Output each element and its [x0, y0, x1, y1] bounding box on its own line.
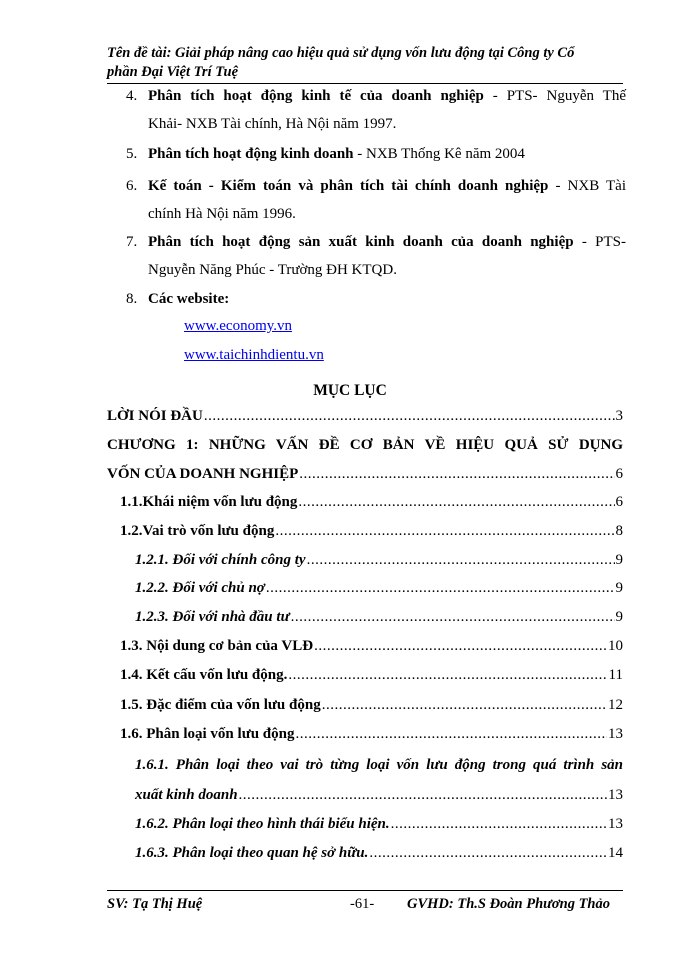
- toc-leader-dots: [266, 580, 615, 597]
- toc-entry-1-5[interactable]: [120, 697, 623, 714]
- toc-entry-title: 1.2.2. Đối với chủ nợ: [135, 580, 265, 596]
- toc-leader-dots: [369, 845, 607, 862]
- toc-entry-title: 1.5. Đặc điểm của vốn lưu động: [120, 697, 321, 713]
- toc-entry-title: 1.2.1. Đối với chính công ty: [135, 552, 306, 568]
- toc-leader-dots: [275, 523, 614, 540]
- toc-entry-title: VỐN CỦA DOANH NGHIỆP: [107, 466, 299, 482]
- toc-leader-dots: [295, 726, 607, 743]
- toc-entry-1-1[interactable]: [120, 494, 623, 511]
- toc-entry-page: 3: [615, 408, 623, 424]
- toc-leader-dots: [204, 408, 615, 425]
- toc-leader-dots: [239, 787, 607, 804]
- reference-detail: - NXB Thống Kê năm 2004: [353, 146, 525, 162]
- toc-entry-page: 14: [608, 845, 623, 861]
- toc-entry-1-3[interactable]: [120, 638, 623, 655]
- reference-number: 8.: [126, 291, 138, 307]
- toc-entry-title: 1.2.Vai trò vốn lưu động: [120, 523, 275, 539]
- reference-detail-line2: Khải- NXB Tài chính, Hà Nội năm 1997.: [148, 116, 397, 132]
- toc-entry-1-2-1[interactable]: [135, 552, 623, 569]
- footer-student: SV: Tạ Thị Huệ: [107, 896, 203, 912]
- toc-leader-dots: [299, 466, 614, 483]
- website-link-taichinhdientu[interactable]: www.taichinhdientu.vn: [184, 347, 324, 363]
- toc-entry-title: 1.4. Kết cấu vốn lưu động.: [120, 667, 288, 683]
- toc-entry-1-6[interactable]: [120, 726, 623, 743]
- toc-entry-title: 1.3. Nội dung cơ bản của VLĐ: [120, 638, 314, 654]
- toc-entry-page: 9: [615, 552, 623, 568]
- footer-advisor: GVHD: Th.S Đoàn Phương Thảo: [407, 896, 610, 912]
- toc-entry-page: 9: [615, 580, 623, 596]
- toc-chapter1-line1[interactable]: CHƯƠNG 1: NHỮNG VẤN ĐỀ CƠ BẢN VỀ HIỆU QUẢ SỬ DỤNG: [107, 437, 623, 453]
- toc-entry-page: 13: [608, 726, 623, 742]
- toc-entry-title: LỜI NÓI ĐẦU: [107, 408, 203, 424]
- reference-title: Phân tích hoạt động sản xuất kinh doanh của doanh nghiệp: [148, 234, 574, 250]
- toc-entry-title: 1.6.3. Phân loại theo quan hệ sở hữu.: [135, 845, 369, 861]
- reference-detail: - NXB Tài: [548, 178, 626, 194]
- toc-entry-page: 13: [608, 787, 623, 803]
- toc-entry-page: 12: [608, 697, 623, 713]
- toc-entry-page: 13: [608, 816, 623, 832]
- toc-entry-page: 11: [608, 667, 623, 683]
- toc-heading: MỤC LỤC: [313, 382, 387, 399]
- toc-entry-1-6-2[interactable]: [135, 816, 623, 833]
- toc-entry-page: 10: [608, 638, 623, 654]
- reference-title: Phân tích hoạt động kinh doanh: [148, 146, 354, 162]
- toc-leader-dots: [314, 638, 607, 655]
- toc-entry-page: 6: [615, 494, 623, 510]
- toc-entry-1-6-1[interactable]: [135, 787, 623, 804]
- reference-detail: - PTS-: [573, 234, 626, 250]
- toc-leader-dots: [322, 697, 607, 714]
- reference-detail-line2: Nguyễn Năng Phúc - Trường ĐH KTQD.: [148, 262, 397, 278]
- website-link-economy[interactable]: www.economy.vn: [184, 318, 293, 334]
- document-header: [107, 44, 597, 82]
- toc-entry-title: xuất kinh doanh: [135, 787, 238, 803]
- reference-number: 5.: [126, 146, 138, 162]
- toc-entry-page: 9: [615, 609, 623, 625]
- toc-entry-page: 6: [615, 466, 623, 482]
- header-title-line-1: Tên đề tài: Giải pháp nâng cao hiệu quả sử dụng vốn lưu động tại Công ty Cổ: [107, 45, 575, 61]
- toc-entry-1-2[interactable]: [120, 523, 623, 540]
- toc-entry-1-2-3[interactable]: [135, 609, 623, 626]
- reference-number: 7.: [126, 234, 138, 250]
- toc-entry-1-6-1-line1[interactable]: 1.6.1. Phân loại theo vai trò từng loại vốn lưu động trong quá trình sản: [135, 757, 623, 773]
- toc-leader-dots: [298, 494, 614, 511]
- reference-title: Phân tích hoạt động kinh tế của doanh nghiệp: [148, 88, 484, 104]
- reference-number: 4.: [126, 88, 138, 104]
- reference-number: 6.: [126, 178, 138, 194]
- header-title-line-2: phần Đại Việt Trí Tuệ: [107, 64, 239, 80]
- toc-entry-1-2-2[interactable]: [135, 580, 623, 597]
- reference-title: Các website:: [148, 291, 230, 307]
- reference-detail-line2: chính Hà Nội năm 1996.: [148, 206, 296, 222]
- toc-entry-chapter1[interactable]: [107, 466, 623, 483]
- reference-title: Kế toán - Kiểm toán và phân tích tài chính doanh nghiệp: [148, 178, 549, 194]
- toc-leader-dots: [291, 609, 615, 626]
- toc-entry-title: 1.6. Phân loại vốn lưu động: [120, 726, 295, 742]
- toc-entry-intro[interactable]: [107, 408, 623, 425]
- reference-detail: - PTS- Nguyễn Thế: [483, 88, 626, 104]
- toc-entry-1-6-3[interactable]: [135, 845, 623, 862]
- toc-entry-title: 1.1.Khái niệm vốn lưu động: [120, 494, 298, 510]
- toc-leader-dots: [288, 667, 607, 684]
- toc-entry-title: 1.2.3. Đối với nhà đầu tư: [135, 609, 290, 625]
- toc-entry-title: 1.6.2. Phân loại theo hình thái biểu hiện.: [135, 816, 390, 832]
- footer-divider: [107, 890, 623, 891]
- toc-entry-1-4[interactable]: [120, 667, 623, 684]
- toc-leader-dots: [307, 552, 615, 569]
- footer-page-number: -61-: [350, 896, 375, 912]
- toc-leader-dots: [391, 816, 607, 833]
- toc-entry-page: 8: [615, 523, 623, 539]
